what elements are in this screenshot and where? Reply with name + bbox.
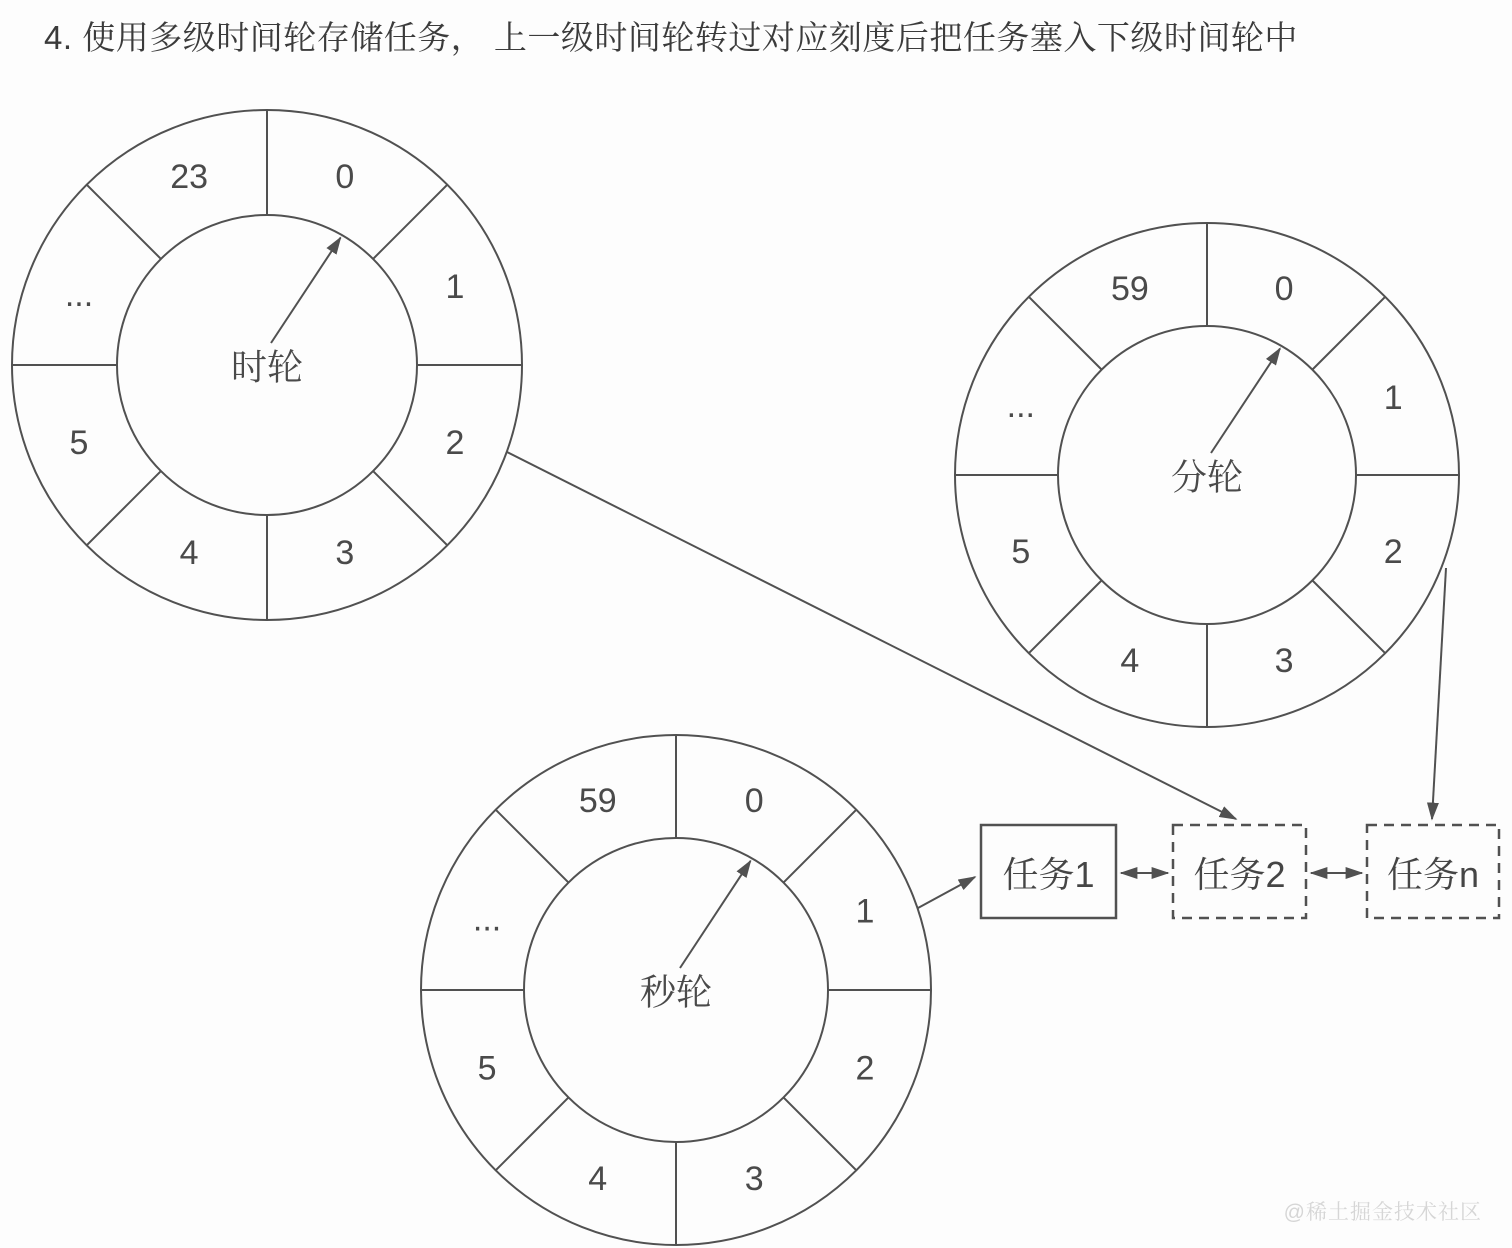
segment-label-3: 3 <box>1274 642 1294 681</box>
segment-divider <box>496 1097 569 1170</box>
watermark-text: @稀土掘金技术社区 <box>1283 1201 1482 1224</box>
segment-label-ellipsis: ... <box>472 900 502 939</box>
segment-label-5: 5 <box>477 1049 497 1088</box>
segment-divider <box>373 471 447 545</box>
second-wheel <box>421 735 931 1245</box>
segment-label-2: 2 <box>1383 533 1403 572</box>
segment-label-4: 4 <box>588 1159 608 1198</box>
segment-label-59: 59 <box>578 782 617 821</box>
segment-label-5: 5 <box>1011 533 1031 572</box>
connection-arrow-minute-wheel-to-task-n <box>1432 568 1446 819</box>
wheel-center-label: 分轮 <box>1170 456 1244 498</box>
segment-divider <box>496 810 569 883</box>
page-title: 4. 使用多级时间轮存储任务， 上一级时间轮转过对应刻度后把任务塞入下级时间轮中 <box>44 19 1298 56</box>
minute-wheel <box>955 223 1459 727</box>
wheel-center-label: 时轮 <box>230 346 304 388</box>
segment-label-2: 2 <box>855 1049 875 1088</box>
segment-label-0: 0 <box>1274 269 1294 308</box>
segment-label-3: 3 <box>335 534 355 573</box>
segment-divider <box>1312 580 1385 653</box>
hour-wheel <box>12 110 522 620</box>
segment-divider <box>373 185 447 259</box>
connection-arrow-hour-wheel-to-task-2 <box>507 452 1236 819</box>
segment-label-59: 59 <box>1110 269 1149 308</box>
segment-divider <box>87 471 161 545</box>
segment-divider <box>783 810 856 883</box>
segment-label-1: 1 <box>445 268 465 307</box>
segment-divider <box>1029 297 1102 370</box>
segment-label-3: 3 <box>744 1159 764 1198</box>
segment-label-4: 4 <box>179 534 199 573</box>
segment-label-23: 23 <box>170 157 209 196</box>
segment-label-1: 1 <box>1383 378 1403 417</box>
wheel-pointer-arrow <box>271 238 341 343</box>
task-n-label: 任务n <box>1386 854 1480 895</box>
task-n-box <box>1367 825 1499 918</box>
segment-label-5: 5 <box>69 423 89 462</box>
segment-label-2: 2 <box>445 423 465 462</box>
segment-divider <box>87 185 161 259</box>
task-2-label: 任务2 <box>1193 854 1286 895</box>
segment-label-0: 0 <box>335 157 355 196</box>
task-1-box <box>981 825 1116 918</box>
segment-label-4: 4 <box>1120 642 1140 681</box>
segment-label-0: 0 <box>744 782 764 821</box>
segment-label-ellipsis: ... <box>1006 386 1036 425</box>
wheel-center-label: 秒轮 <box>639 971 713 1013</box>
segment-label-ellipsis: ... <box>64 276 94 315</box>
wheel-pointer-arrow <box>680 861 751 968</box>
segment-divider <box>1312 297 1385 370</box>
segment-divider <box>783 1097 856 1170</box>
task-1-label: 任务1 <box>1002 854 1095 895</box>
task-2-box <box>1173 825 1306 918</box>
wheel-pointer-arrow <box>1211 349 1280 453</box>
segment-label-1: 1 <box>855 892 875 931</box>
segment-divider <box>1029 580 1102 653</box>
connection-arrow-second-wheel-to-task-1 <box>918 877 975 908</box>
